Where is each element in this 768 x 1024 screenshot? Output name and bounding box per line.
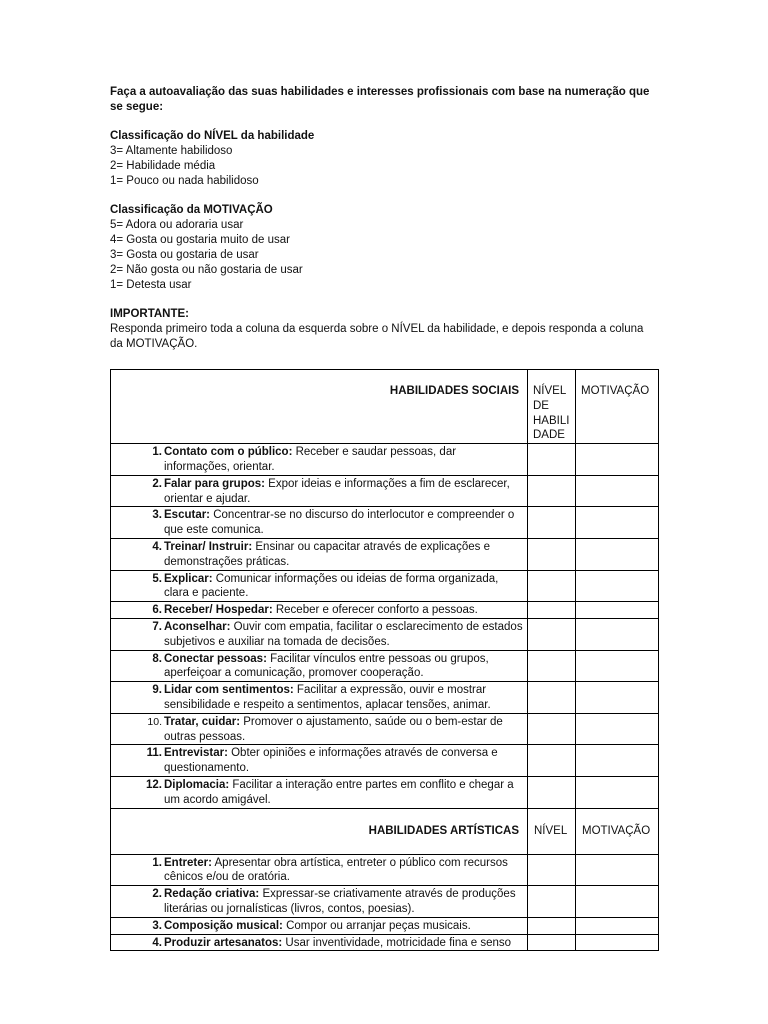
skill-cell <box>111 917 528 934</box>
motivacao-input-cell[interactable] <box>576 570 659 602</box>
skill-description <box>164 620 523 650</box>
table-row <box>111 854 659 886</box>
table-row <box>111 538 659 570</box>
nivel-input-cell[interactable] <box>528 538 576 570</box>
item-number: 12. <box>146 778 162 791</box>
item-number: 10. <box>147 715 162 728</box>
skill-cell <box>111 776 528 808</box>
motivacao-line: 1= Detesta usar <box>110 279 192 291</box>
document-page <box>110 85 658 951</box>
skill-description <box>164 477 523 507</box>
skills-table <box>110 369 659 951</box>
skill-title: Lidar com sentimentos: <box>164 684 294 697</box>
section-title-sociais: HABILIDADES SOCIAIS <box>111 370 528 444</box>
skill-cell <box>111 444 528 476</box>
nivel-input-cell[interactable] <box>528 475 576 507</box>
item-number: 7. <box>152 620 162 633</box>
skill-cell <box>111 682 528 714</box>
table-row <box>111 444 659 476</box>
skill-text: Compor ou arranjar peças musicais. <box>282 919 471 932</box>
skill-cell <box>111 538 528 570</box>
importante-text: Responda primeiro toda a coluna da esquerda sobre o NÍVEL da habilidade, e depois responda a coluna da MOTIVAÇÃO. <box>110 323 644 350</box>
table-row <box>111 682 659 714</box>
motivacao-line: 4= Gosta ou gostaria muito de usar <box>110 234 290 246</box>
nivel-heading: Classificação do NÍVEL da habilidade <box>110 130 315 142</box>
nivel-input-cell[interactable] <box>528 776 576 808</box>
skill-description <box>164 887 523 917</box>
nivel-input-cell[interactable] <box>528 444 576 476</box>
skill-title: Escutar: <box>164 509 211 522</box>
skill-description <box>164 603 523 618</box>
motivacao-input-cell[interactable] <box>576 745 659 777</box>
motivacao-input-cell[interactable] <box>576 650 659 682</box>
skill-description <box>164 540 523 570</box>
motivacao-input-cell[interactable] <box>576 444 659 476</box>
skill-text: Facilitar a expressão, ouvir e mostrar sensibilidade e respeito a sentimentos, aplacar tensões, animar. <box>164 684 491 711</box>
nivel-input-cell[interactable] <box>528 745 576 777</box>
table-row <box>111 475 659 507</box>
nivel-input-cell[interactable] <box>528 713 576 745</box>
skill-description <box>164 508 523 538</box>
skill-title: Explicar: <box>164 572 213 585</box>
skill-cell <box>111 745 528 777</box>
skill-text: Usar inventividade, motricidade fina e senso <box>282 936 512 949</box>
column-header-motivacao: MOTIVAÇÃO <box>576 370 659 444</box>
skill-title: Entrevistar: <box>164 747 228 760</box>
table-header-row <box>111 808 659 854</box>
intro-text: Faça a autoavaliação das suas habilidades e interesses profissionais com base na numeração que se segue: <box>110 86 650 113</box>
nivel-input-cell[interactable] <box>528 602 576 619</box>
skill-cell <box>111 475 528 507</box>
skill-description <box>164 856 523 886</box>
skill-title: Composição musical: <box>164 919 283 932</box>
item-number: 8. <box>152 652 162 665</box>
skill-title: Diplomacia: <box>164 778 230 791</box>
motivacao-input-cell[interactable] <box>576 776 659 808</box>
nivel-input-cell[interactable] <box>528 934 576 951</box>
skill-text: Concentrar-se no discurso do interlocutor e compreender o que este comunica. <box>164 509 515 537</box>
item-number: 4. <box>152 936 162 949</box>
skill-text: Receber e saudar pessoas, dar informações, orientar. <box>164 446 457 473</box>
skill-description <box>164 919 523 934</box>
skill-cell <box>111 570 528 602</box>
skill-description <box>164 572 523 602</box>
nivel-input-cell[interactable] <box>528 917 576 934</box>
item-number: 2. <box>152 888 162 901</box>
motivacao-input-cell[interactable] <box>576 538 659 570</box>
skill-description <box>164 683 523 713</box>
item-number: 6. <box>152 604 162 617</box>
nivel-input-cell[interactable] <box>528 618 576 650</box>
skill-description <box>164 778 523 808</box>
motivacao-input-cell[interactable] <box>576 934 659 951</box>
skill-title: Tratar, cuidar: <box>164 715 241 728</box>
table-row <box>111 776 659 808</box>
skill-title: Falar para grupos: <box>164 477 265 490</box>
nivel-input-cell[interactable] <box>528 682 576 714</box>
table-row <box>111 650 659 682</box>
item-number: 3. <box>152 509 162 522</box>
table-row <box>111 507 659 539</box>
table-row <box>111 570 659 602</box>
nivel-input-cell[interactable] <box>528 570 576 602</box>
section-title-artisticas: HABILIDADES ARTÍSTICAS <box>111 808 528 854</box>
skill-cell <box>111 618 528 650</box>
motivacao-input-cell[interactable] <box>576 917 659 934</box>
table-row <box>111 745 659 777</box>
skill-description <box>164 652 523 682</box>
skill-title: Conectar pessoas: <box>164 652 267 665</box>
nivel-input-cell[interactable] <box>528 507 576 539</box>
item-number: 11. <box>146 747 162 760</box>
motivacao-input-cell[interactable] <box>576 713 659 745</box>
skill-description <box>164 746 523 776</box>
skill-title: Receber/ Hospedar: <box>164 604 273 617</box>
skill-description <box>164 445 523 475</box>
table-row <box>111 618 659 650</box>
skill-cell <box>111 934 528 951</box>
motivacao-input-cell[interactable] <box>576 854 659 886</box>
item-number: 2. <box>152 477 162 490</box>
motivacao-line: 5= Adora ou adoraria usar <box>110 219 244 231</box>
skill-text: Ouvir com empatia, facilitar o esclarecimento de estados subjetivos e auxiliar na tomada de decisões. <box>164 620 523 648</box>
motivacao-input-cell[interactable] <box>576 507 659 539</box>
motivacao-line: 3= Gosta ou gostaria de usar <box>110 249 259 261</box>
motivacao-line: 2= Não gosta ou não gostaria de usar <box>110 264 303 276</box>
table-row <box>111 934 659 951</box>
nivel-line: 3= Altamente habilidoso <box>110 145 233 157</box>
skill-cell <box>111 507 528 539</box>
motivacao-input-cell[interactable] <box>576 886 659 918</box>
skill-title: Produzir artesanatos: <box>164 936 283 949</box>
nivel-input-cell[interactable] <box>528 854 576 886</box>
skill-text: Expressar-se criativamente através de produções literárias ou jornalísticas (livros, contos, poesias). <box>164 888 516 915</box>
nivel-input-cell[interactable] <box>528 650 576 682</box>
table-header-row <box>111 370 659 444</box>
motivacao-input-cell[interactable] <box>576 602 659 619</box>
skill-text: Ensinar ou capacitar através de explicações e demonstrações práticas. <box>164 540 490 568</box>
skill-text: Apresentar obra artística, entreter o público com recursos cênicos e/ou de oratória. <box>164 856 508 884</box>
skill-title: Contato com o público: <box>164 446 293 459</box>
skill-text: Obter opiniões e informações através de conversa e questionamento. <box>164 747 498 775</box>
motivacao-input-cell[interactable] <box>576 682 659 714</box>
skill-text: Promover o ajustamento, saúde ou o bem-estar de outras pessoas. <box>164 715 503 743</box>
skill-cell <box>111 602 528 619</box>
motivacao-input-cell[interactable] <box>576 475 659 507</box>
motivacao-input-cell[interactable] <box>576 618 659 650</box>
skill-cell <box>111 713 528 745</box>
column-header-motivacao: MOTIVAÇÃO <box>576 808 659 854</box>
skill-title: Redação criativa: <box>164 888 260 901</box>
skill-text: Facilitar vínculos entre pessoas ou grupos, aperfeiçoar a comunicação, promover cooperação. <box>164 652 489 680</box>
item-number: 9. <box>152 684 162 697</box>
nivel-line: 1= Pouco ou nada habilidoso <box>110 175 259 187</box>
nivel-input-cell[interactable] <box>528 886 576 918</box>
skill-cell <box>111 886 528 918</box>
skill-title: Entreter: <box>164 856 212 869</box>
item-number: 3. <box>152 919 162 932</box>
skill-cell <box>111 854 528 886</box>
motivacao-heading: Classificação da MOTIVAÇÃO <box>110 204 273 216</box>
item-number: 1. <box>152 446 162 459</box>
skill-text: Expor ideias e informações a fim de esclarecer, orientar e ajudar. <box>164 477 510 505</box>
skill-title: Aconselhar: <box>164 620 231 633</box>
skill-text: Comunicar informações ou ideias de forma organizada, clara e paciente. <box>164 572 499 600</box>
skill-text: Receber e oferecer conforto a pessoas. <box>272 604 478 617</box>
skill-description <box>164 936 523 951</box>
skill-text: Facilitar a interação entre partes em conflito e chegar a um acordo amigável. <box>164 778 514 806</box>
importante-heading: IMPORTANTE: <box>110 308 190 320</box>
item-number: 5. <box>152 572 162 585</box>
item-number: 4. <box>152 540 162 553</box>
table-row <box>111 713 659 745</box>
table-row <box>111 602 659 619</box>
nivel-line: 2= Habilidade média <box>110 160 216 172</box>
skill-cell <box>111 650 528 682</box>
skill-description <box>164 715 523 745</box>
column-header-nivel: NÍVEL <box>528 808 576 854</box>
table-row <box>111 886 659 918</box>
skill-title: Treinar/ Instruir: <box>164 540 253 553</box>
column-header-nivel: NÍVEL DE HABILI DADE <box>528 370 576 444</box>
item-number: 1. <box>152 856 162 869</box>
table-row <box>111 917 659 934</box>
